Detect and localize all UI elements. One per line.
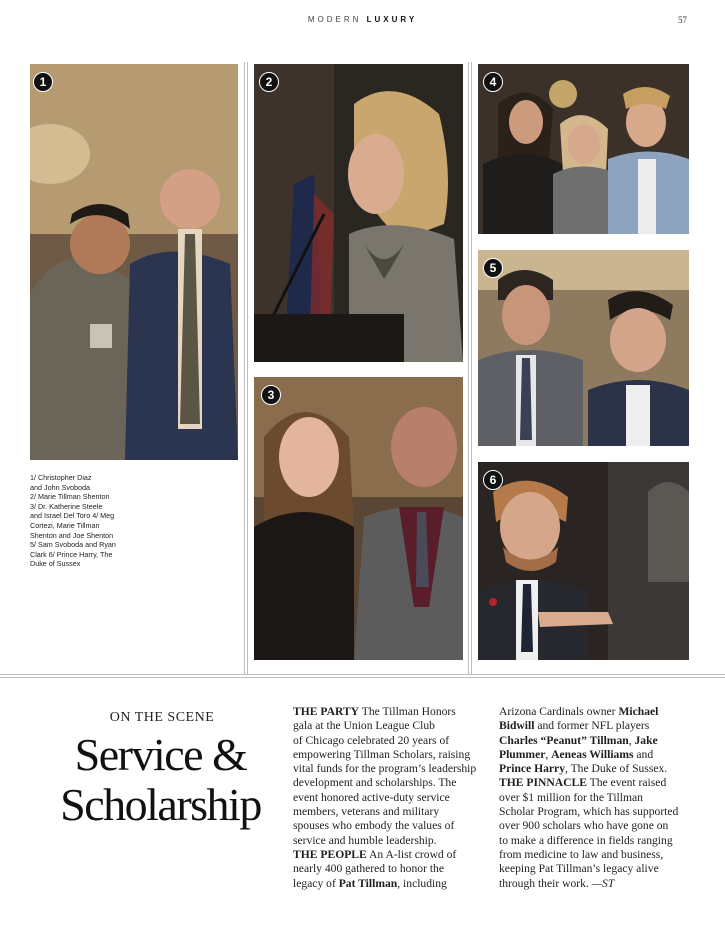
headline-line-2: Scholarship	[60, 779, 261, 830]
text-line: development and scholarships. The	[293, 776, 457, 790]
photo-badge-4: 4	[483, 72, 503, 92]
caption-line: Clark 6/ Prince Harry, The	[30, 549, 113, 559]
caption-line: 5/ Sam Svoboda and Ryan	[30, 540, 116, 550]
caption-line: Shenton and Joe Shenton	[30, 530, 114, 540]
photo-2-image	[254, 64, 463, 362]
photo-badge-3: 3	[261, 385, 281, 405]
caption-line: and Israel Del Toro 4/ Meg	[30, 511, 115, 521]
text-line: THE PARTY The Tillman Honors	[293, 705, 456, 718]
text-line: spouses who embody the values of	[293, 819, 455, 833]
photo-badge-2: 2	[259, 72, 279, 92]
section-divider-1	[0, 674, 725, 675]
pinnacle-label: THE PINNACLE	[499, 776, 587, 790]
caption-line: Duke of Sussex	[30, 559, 81, 569]
masthead-bold: LUXURY	[366, 15, 418, 24]
column-divider-2	[247, 62, 248, 674]
text-line: nearly 400 gathered to honor the	[293, 862, 444, 876]
photo-4	[478, 64, 689, 234]
text-line: service and humble leadership.	[293, 833, 437, 847]
text-line: empowering Tillman Scholars, raising	[293, 747, 471, 761]
photo-3-image	[254, 377, 463, 660]
photo-badge-5: 5	[483, 258, 503, 278]
photo-1	[30, 64, 238, 460]
page-number: 57	[678, 15, 687, 25]
caption-line: Cortezi, Marie Tillman	[30, 520, 100, 530]
text-line: over 900 scholars who have gone on	[499, 819, 669, 833]
text-line: Plummer, Aeneas Williams and	[499, 747, 654, 761]
text-line: event honored active-duty service	[293, 790, 450, 804]
text-line: over $1 million for the Tillman	[499, 790, 643, 804]
photo-5	[478, 250, 689, 446]
text-line: legacy of Pat Tillman, including	[293, 876, 447, 890]
text-line: through their work. —ST	[499, 876, 615, 890]
party-label: THE PARTY	[293, 705, 360, 718]
text-line: Scholar Program, which has supported	[499, 805, 679, 819]
photo-2	[254, 64, 463, 362]
column-divider-1	[244, 62, 245, 674]
photo-5-image	[478, 250, 689, 446]
text-line: THE PEOPLE An A-list crowd of	[293, 847, 457, 861]
article-column-1	[293, 705, 493, 891]
text-line: keeping Pat Tillman’s legacy alive	[499, 862, 659, 876]
text-line: Prince Harry, The Duke of Sussex.	[499, 762, 668, 776]
people-label: THE PEOPLE	[293, 847, 367, 861]
caption-line: 2/ Marie Tillman Shenton	[30, 492, 110, 502]
signoff: —ST	[591, 876, 615, 890]
caption-line: 1/ Christopher Diaz	[30, 473, 92, 482]
text-line: from medicine to law and business,	[499, 847, 664, 861]
text-line: of Chicago celebrated 20 years of	[293, 733, 450, 747]
article-headline	[38, 730, 283, 830]
text-line: vital funds for the program’s leadership	[293, 762, 477, 776]
text-line: Arizona Cardinals owner Michael	[499, 705, 659, 718]
masthead	[0, 15, 725, 24]
photo-badge-6: 6	[483, 470, 503, 490]
caption-line: and John Svoboda	[30, 482, 90, 492]
article-column-2	[499, 705, 699, 891]
photo-3	[254, 377, 463, 660]
text-line: Bidwill and former NFL players	[499, 719, 650, 733]
column-divider-3	[468, 62, 469, 674]
photo-6	[478, 462, 689, 660]
section-kicker: ON THE SCENE	[109, 710, 215, 725]
caption-line: 3/ Dr. Katherine Steele	[30, 501, 103, 511]
photo-1-image	[30, 64, 238, 460]
text-line: Charles “Peanut” Tillman, Jake	[499, 733, 658, 747]
text-line: to make a difference in fields ranging	[499, 833, 673, 847]
masthead-light: MODERN	[307, 15, 367, 24]
section-divider-2	[0, 677, 725, 678]
text-line: members, veterans and military	[293, 805, 440, 819]
text-line: gala at the Union League Club	[293, 719, 435, 733]
text-line: THE PINNACLE The event raised	[499, 776, 667, 790]
photo-4-image	[478, 64, 689, 234]
column-divider-4	[471, 62, 472, 674]
photo-captions	[30, 473, 130, 569]
photo-6-image	[478, 462, 689, 660]
headline-line-1: Service &	[74, 729, 247, 780]
photo-badge-1: 1	[33, 72, 53, 92]
